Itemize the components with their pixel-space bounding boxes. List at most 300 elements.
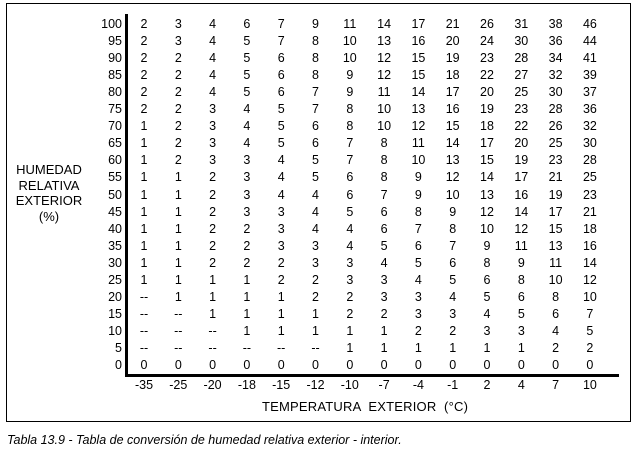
column-label: 4 bbox=[517, 378, 525, 392]
table-cell: 1 bbox=[140, 153, 148, 168]
table-cell: 12 bbox=[411, 119, 426, 134]
row-label: 55 bbox=[108, 170, 122, 185]
table-cell: 2 bbox=[140, 17, 148, 31]
table-cell: 25 bbox=[582, 170, 597, 185]
table-cell: 1 bbox=[243, 289, 251, 304]
x-axis-label: TEMPERATURA EXTERIOR (°C) bbox=[262, 399, 469, 414]
table-cell: 18 bbox=[480, 119, 494, 134]
table-cell: 4 bbox=[243, 119, 251, 134]
table-cell: 3 bbox=[414, 306, 422, 321]
table-cell: 2 bbox=[380, 306, 388, 321]
y-axis-label-line: RELATIVA bbox=[18, 177, 80, 193]
column-label: 10 bbox=[582, 378, 597, 392]
column-label: -15 bbox=[272, 378, 291, 392]
table-cell: 2 bbox=[140, 34, 148, 49]
table-cell: 23 bbox=[548, 153, 563, 168]
column-label: -12 bbox=[306, 378, 325, 392]
column-label: -10 bbox=[340, 378, 359, 392]
table-cell: 3 bbox=[346, 255, 354, 270]
table-cell: 3 bbox=[312, 238, 319, 253]
table-cell: 13 bbox=[411, 102, 426, 117]
table-cell: 32 bbox=[582, 119, 597, 134]
table-cell: 1 bbox=[174, 255, 182, 270]
table-cell: 2 bbox=[277, 255, 285, 270]
row-label: 25 bbox=[108, 272, 122, 287]
table-cell: 17 bbox=[548, 204, 563, 219]
y-axis-label-line: (%) bbox=[38, 208, 60, 224]
table-cell: 8 bbox=[414, 204, 422, 219]
table-cell: 3 bbox=[243, 187, 251, 202]
table-cell: 11 bbox=[411, 136, 425, 151]
table-cell: 9 bbox=[414, 187, 422, 202]
column-label: -7 bbox=[378, 378, 390, 392]
table-cell: 6 bbox=[380, 221, 388, 236]
table-cell: 7 bbox=[380, 187, 388, 202]
table-cell: 6 bbox=[517, 289, 525, 304]
table-cell: 3 bbox=[277, 204, 285, 219]
table-cell: 23 bbox=[480, 51, 494, 66]
table-cell: 1 bbox=[174, 272, 182, 287]
table-cell: 4 bbox=[209, 68, 217, 83]
table-cell: 5 bbox=[243, 68, 251, 83]
table-cell: 8 bbox=[380, 136, 388, 151]
table-cell: 1 bbox=[140, 272, 148, 287]
table-cell: 1 bbox=[174, 289, 182, 304]
table-cell: 12 bbox=[445, 170, 460, 185]
table-cell: 24 bbox=[480, 34, 494, 49]
table-cell: 1 bbox=[209, 306, 217, 321]
table-cell: 31 bbox=[514, 17, 529, 31]
table-cell: 1 bbox=[209, 272, 217, 287]
y-axis-label-line: HUMEDAD bbox=[16, 162, 82, 177]
table-cell: 3 bbox=[414, 289, 422, 304]
table-cell: 25 bbox=[514, 85, 529, 100]
table-cell: 5 bbox=[517, 306, 525, 321]
table-cell: 7 bbox=[277, 34, 285, 49]
column-label: -20 bbox=[203, 378, 222, 392]
table-cell: 2 bbox=[174, 119, 182, 134]
table-cell: 2 bbox=[174, 68, 182, 83]
table-cell: 1 bbox=[140, 255, 148, 270]
table-caption: Tabla 13.9 - Tabla de conversión de humedad relativa exterior - interior. bbox=[7, 433, 402, 447]
table-cell: 5 bbox=[312, 170, 319, 185]
table-cell: 0 bbox=[380, 358, 388, 372]
table-cell: 10 bbox=[480, 221, 494, 236]
table-cell: 2 bbox=[140, 51, 148, 66]
table-cell: -- bbox=[174, 340, 183, 355]
table-cell: 3 bbox=[209, 119, 217, 134]
table-cell: 1 bbox=[243, 323, 251, 338]
table-cell: 2 bbox=[346, 306, 354, 321]
table-cell: 10 bbox=[582, 289, 597, 304]
table-cell: 6 bbox=[449, 255, 457, 270]
table-cell: 20 bbox=[514, 136, 529, 151]
table-cell: 1 bbox=[174, 187, 182, 202]
table-cell: 12 bbox=[514, 221, 529, 236]
table-cell: 4 bbox=[346, 221, 354, 236]
table-cell: 6 bbox=[277, 51, 285, 66]
table-cell: 4 bbox=[209, 34, 217, 49]
table-cell: 1 bbox=[243, 272, 251, 287]
table-cell: 1 bbox=[449, 340, 457, 355]
table-cell: 0 bbox=[414, 358, 422, 372]
column-label: -1 bbox=[447, 378, 459, 392]
table-cell: 22 bbox=[514, 119, 529, 134]
table-cell: 4 bbox=[209, 17, 217, 31]
table-cell: 21 bbox=[582, 204, 597, 219]
table-cell: 14 bbox=[582, 255, 597, 270]
table-cell: 3 bbox=[243, 204, 251, 219]
table-cell: 12 bbox=[377, 51, 392, 66]
table-cell: 17 bbox=[480, 136, 494, 151]
table-cell: 4 bbox=[243, 136, 251, 151]
table-cell: 3 bbox=[277, 221, 285, 236]
table-cell: 7 bbox=[312, 85, 319, 100]
table-cell: 8 bbox=[346, 102, 354, 117]
table-cell: 46 bbox=[582, 17, 597, 31]
table-cell: 14 bbox=[445, 136, 460, 151]
table-cell: 9 bbox=[483, 238, 491, 253]
table-cell: 5 bbox=[414, 255, 422, 270]
table-cell: 4 bbox=[277, 170, 285, 185]
table-cell: 0 bbox=[209, 358, 217, 372]
table-cell: 2 bbox=[174, 85, 182, 100]
table-cell: 1 bbox=[140, 238, 148, 253]
table-cell: 6 bbox=[414, 238, 422, 253]
horizontal-axis-line bbox=[125, 374, 619, 377]
table-cell: 36 bbox=[548, 34, 563, 49]
table-cell: 8 bbox=[380, 170, 388, 185]
table-cell: -- bbox=[208, 340, 217, 355]
row-label: 0 bbox=[115, 358, 122, 372]
table-cell: 5 bbox=[243, 51, 251, 66]
table-cell: 17 bbox=[411, 17, 426, 31]
table-cell: 5 bbox=[312, 153, 319, 168]
table-cell: 1 bbox=[277, 289, 285, 304]
table-cell: 8 bbox=[312, 34, 319, 49]
table-cell: 11 bbox=[514, 238, 528, 253]
table-cell: 1 bbox=[174, 170, 182, 185]
table-cell: 0 bbox=[312, 358, 319, 372]
table-cell: 19 bbox=[480, 102, 494, 117]
table-cell: 7 bbox=[346, 136, 354, 151]
table-cell: 3 bbox=[209, 102, 217, 117]
table-cell: 4 bbox=[277, 153, 285, 168]
row-label: 75 bbox=[108, 102, 122, 117]
table-cell: 1 bbox=[174, 204, 182, 219]
table-cell: 0 bbox=[243, 358, 251, 372]
column-label: -4 bbox=[412, 378, 424, 392]
table-cell: 15 bbox=[411, 51, 426, 66]
table-cell: 2 bbox=[209, 170, 217, 185]
column-label: 7 bbox=[552, 378, 560, 392]
table-cell: 2 bbox=[140, 68, 148, 83]
table-cell: 2 bbox=[174, 153, 182, 168]
table-cell: 1 bbox=[140, 204, 148, 219]
table-cell: 8 bbox=[449, 221, 457, 236]
row-label: 90 bbox=[108, 51, 122, 66]
column-label: -18 bbox=[237, 378, 256, 392]
table-cell: 4 bbox=[449, 289, 457, 304]
table-cell: 14 bbox=[411, 85, 426, 100]
row-label: 5 bbox=[115, 340, 122, 355]
table-cell: 9 bbox=[414, 170, 422, 185]
table-cell: 11 bbox=[343, 17, 357, 31]
table-cell: 16 bbox=[445, 102, 460, 117]
table-cell: 3 bbox=[449, 306, 457, 321]
table-cell: 39 bbox=[582, 68, 597, 83]
table-cell: 4 bbox=[277, 187, 285, 202]
table-cell: 6 bbox=[552, 306, 560, 321]
table-cell: 1 bbox=[174, 221, 182, 236]
table-cell: 1 bbox=[346, 340, 354, 355]
table-cell: 18 bbox=[445, 68, 460, 83]
table-cell: 23 bbox=[582, 187, 597, 202]
table-cell: 1 bbox=[277, 323, 285, 338]
table-cell: -- bbox=[174, 306, 183, 321]
table-cell: 7 bbox=[312, 102, 319, 117]
table-cell: 1 bbox=[483, 340, 491, 355]
table-cell: -- bbox=[311, 340, 320, 355]
table-cell: 16 bbox=[514, 187, 529, 202]
table-cell: 23 bbox=[514, 102, 529, 117]
y-axis-label bbox=[0, 162, 98, 224]
row-label: 100 bbox=[101, 17, 122, 31]
row-label: 20 bbox=[108, 289, 122, 304]
row-label: 50 bbox=[108, 187, 122, 202]
table-cell: 8 bbox=[517, 272, 525, 287]
table-cell: 6 bbox=[312, 119, 319, 134]
table-cell: 3 bbox=[243, 153, 251, 168]
table-cell: 19 bbox=[548, 187, 563, 202]
table-cell: 8 bbox=[552, 289, 560, 304]
table-cell: 10 bbox=[377, 102, 392, 117]
table-cell: 3 bbox=[380, 272, 388, 287]
table-cell: 3 bbox=[483, 323, 491, 338]
table-cell: 2 bbox=[174, 102, 182, 117]
row-label: 95 bbox=[108, 34, 122, 49]
table-cell: 4 bbox=[243, 102, 251, 117]
table-cell: 20 bbox=[480, 85, 494, 100]
table-cell: 0 bbox=[140, 358, 148, 372]
table-cell: 5 bbox=[449, 272, 457, 287]
table-cell: 2 bbox=[586, 340, 594, 355]
table-cell: 10 bbox=[342, 34, 357, 49]
table-cell: 3 bbox=[312, 255, 319, 270]
table-cell: 15 bbox=[411, 68, 426, 83]
table-cell: 14 bbox=[514, 204, 529, 219]
table-cell: 30 bbox=[548, 85, 563, 100]
table-cell: 4 bbox=[552, 323, 560, 338]
table-cell: 28 bbox=[548, 102, 563, 117]
table-cell: 3 bbox=[174, 34, 182, 49]
table-cell: 13 bbox=[548, 238, 563, 253]
table-cell: 4 bbox=[209, 85, 217, 100]
table-cell: 8 bbox=[483, 255, 491, 270]
table-cell: 2 bbox=[449, 323, 457, 338]
table-cell: 1 bbox=[346, 323, 354, 338]
table-cell: 3 bbox=[174, 17, 182, 31]
table-cell: 2 bbox=[414, 323, 422, 338]
table-cell: 5 bbox=[243, 34, 251, 49]
row-label: 15 bbox=[108, 306, 122, 321]
table-cell: 3 bbox=[243, 170, 251, 185]
table-cell: 2 bbox=[140, 85, 148, 100]
table-cell: 36 bbox=[582, 102, 597, 117]
table-cell: 13 bbox=[377, 34, 392, 49]
table-cell: 15 bbox=[548, 221, 563, 236]
y-axis-label-line: EXTERIOR bbox=[15, 193, 83, 208]
table-cell: 1 bbox=[209, 289, 217, 304]
table-cell: 7 bbox=[414, 221, 422, 236]
table-cell: 10 bbox=[411, 153, 426, 168]
table-cell: 7 bbox=[449, 238, 457, 253]
table-cell: 0 bbox=[483, 358, 491, 372]
table-cell: 4 bbox=[209, 51, 217, 66]
table-cell: 2 bbox=[174, 51, 182, 66]
table-cell: 5 bbox=[586, 323, 594, 338]
table-cell: 6 bbox=[243, 17, 251, 31]
table-cell: 37 bbox=[582, 85, 597, 100]
table-cell: 3 bbox=[277, 238, 285, 253]
table-cell: 3 bbox=[346, 272, 354, 287]
table-cell: 2 bbox=[312, 272, 319, 287]
column-label: 2 bbox=[483, 378, 491, 392]
table-cell: 16 bbox=[582, 238, 597, 253]
table-cell: 9 bbox=[346, 68, 354, 83]
table-cell: 8 bbox=[312, 51, 319, 66]
table-cell: 4 bbox=[483, 306, 491, 321]
table-cell: 0 bbox=[277, 358, 285, 372]
table-cell: 19 bbox=[514, 153, 529, 168]
table-cell: 21 bbox=[548, 170, 563, 185]
table-cell: -- bbox=[277, 340, 286, 355]
table-cell: 2 bbox=[312, 289, 319, 304]
table-cell: 5 bbox=[277, 136, 285, 151]
table-cell: 28 bbox=[582, 153, 597, 168]
table-cell: 15 bbox=[480, 153, 494, 168]
table-cell: 11 bbox=[549, 255, 563, 270]
table-cell: 0 bbox=[174, 358, 182, 372]
table-cell: 8 bbox=[346, 119, 354, 134]
row-label: 80 bbox=[108, 85, 122, 100]
table-cell: 2 bbox=[209, 204, 217, 219]
table-cell: 2 bbox=[209, 255, 217, 270]
table-cell: 1 bbox=[140, 221, 148, 236]
table-cell: 6 bbox=[346, 187, 354, 202]
table-cell: 1 bbox=[380, 323, 388, 338]
table-cell: 1 bbox=[414, 340, 422, 355]
table-cell: 1 bbox=[517, 340, 525, 355]
table-cell: -- bbox=[242, 340, 252, 355]
table-cell: 2 bbox=[209, 187, 217, 202]
row-label: 60 bbox=[108, 153, 122, 168]
table-cell: 3 bbox=[209, 136, 217, 151]
table-cell: 1 bbox=[243, 306, 251, 321]
table-cell: 2 bbox=[243, 221, 251, 236]
table-cell: 6 bbox=[277, 68, 285, 83]
table-cell: 20 bbox=[445, 34, 460, 49]
table-cell: -- bbox=[139, 289, 149, 304]
table-cell: 1 bbox=[312, 306, 319, 321]
table-cell: 3 bbox=[380, 289, 388, 304]
table-cell: 2 bbox=[243, 238, 251, 253]
table-cell: 8 bbox=[312, 68, 319, 83]
table-cell: 4 bbox=[312, 221, 319, 236]
table-cell: 7 bbox=[586, 306, 594, 321]
table-cell: 10 bbox=[342, 51, 357, 66]
table-cell: 14 bbox=[377, 17, 392, 31]
table-cell: 27 bbox=[514, 68, 529, 83]
table-cell: 13 bbox=[480, 187, 494, 202]
table-cell: 17 bbox=[445, 85, 460, 100]
table-cell: 7 bbox=[277, 17, 285, 31]
table-cell: 26 bbox=[480, 17, 494, 31]
table-cell: 9 bbox=[517, 255, 525, 270]
table-cell: 17 bbox=[514, 170, 529, 185]
table-cell: 28 bbox=[514, 51, 529, 66]
table-cell: -- bbox=[139, 340, 149, 355]
table-cell: 12 bbox=[480, 204, 494, 219]
table-cell: 0 bbox=[586, 358, 594, 372]
table-cell: 13 bbox=[445, 153, 460, 168]
table-cell: 30 bbox=[582, 136, 597, 151]
row-label: 70 bbox=[108, 119, 122, 134]
table-cell: 7 bbox=[346, 153, 354, 168]
table-cell: 2 bbox=[346, 289, 354, 304]
vertical-axis-line bbox=[125, 14, 128, 377]
table-cell: 25 bbox=[548, 136, 563, 151]
table-cell: 9 bbox=[449, 204, 457, 219]
table-cell: 16 bbox=[411, 34, 426, 49]
table-cell: 0 bbox=[517, 358, 525, 372]
table-cell: 12 bbox=[377, 68, 392, 83]
table-cell: 2 bbox=[209, 238, 217, 253]
table-cell: 8 bbox=[380, 153, 388, 168]
table-cell: 44 bbox=[582, 34, 597, 49]
table-cell: 19 bbox=[445, 51, 460, 66]
table-cell: 1 bbox=[312, 323, 319, 338]
table-cell: -- bbox=[139, 306, 149, 321]
table-cell: 10 bbox=[445, 187, 460, 202]
table-cell: 10 bbox=[548, 272, 563, 287]
table-cell: 12 bbox=[582, 272, 597, 287]
table-cell: 21 bbox=[445, 17, 460, 31]
table-cell: 2 bbox=[209, 221, 217, 236]
table-cell: 1 bbox=[277, 306, 285, 321]
table-cell: 4 bbox=[414, 272, 422, 287]
table-cell: 6 bbox=[346, 170, 354, 185]
column-label: -25 bbox=[169, 378, 188, 392]
table-cell: 5 bbox=[380, 238, 388, 253]
table-cell: 34 bbox=[548, 51, 563, 66]
table-cell: 2 bbox=[174, 136, 182, 151]
row-label: 35 bbox=[108, 238, 122, 253]
table-cell: 22 bbox=[480, 68, 494, 83]
table-cell: 1 bbox=[140, 170, 148, 185]
table-cell: 14 bbox=[480, 170, 494, 185]
table-cell: 5 bbox=[277, 119, 285, 134]
table-cell: 1 bbox=[140, 119, 148, 134]
table-cell: 1 bbox=[140, 187, 148, 202]
table-cell: 5 bbox=[346, 204, 354, 219]
table-cell: 4 bbox=[380, 255, 388, 270]
table-cell: 2 bbox=[552, 340, 560, 355]
table-cell: 2 bbox=[277, 272, 285, 287]
table-cell: 1 bbox=[380, 340, 388, 355]
table-cell: 0 bbox=[346, 358, 354, 372]
table-cell: 9 bbox=[312, 17, 319, 31]
